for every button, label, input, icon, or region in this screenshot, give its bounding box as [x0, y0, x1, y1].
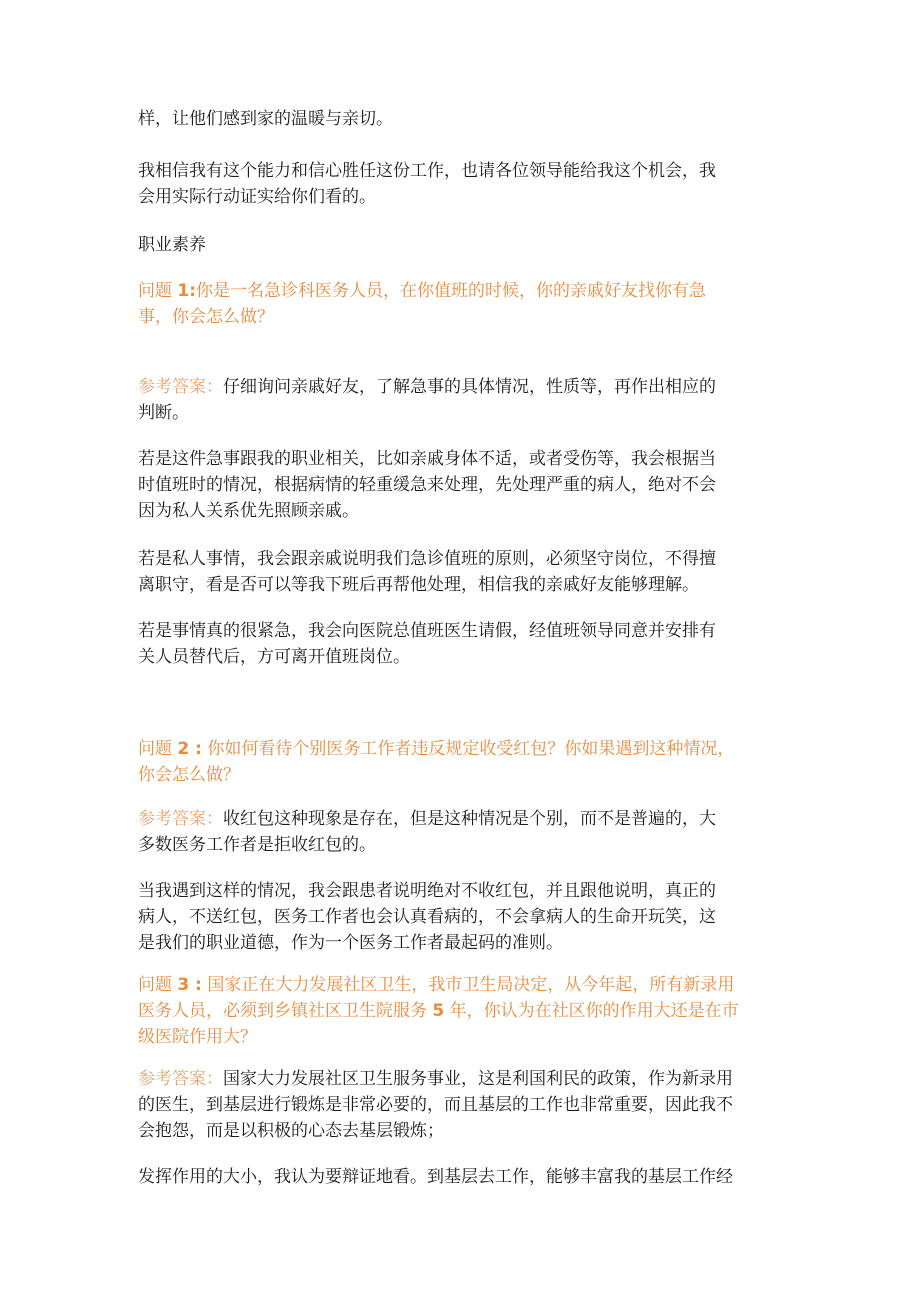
text-line: 若是私人事情，我会跟亲戚说明我们急诊值班的原则，必须坚守岗位，不得擅: [138, 549, 716, 569]
answer-1-part-2: [138, 446, 716, 524]
text-line: 时值班时的情况，根据病情的轻重缓急来处理，先处理严重的病人，绝对不会: [138, 475, 716, 495]
text-line: 离职守，看是否可以等我下班后再帮他处理，相信我的亲戚好友能够理解。: [138, 575, 699, 595]
answer-line: 的医生，到基层进行锻炼是非常必要的，而且基层的工作也非常重要，因此我不: [138, 1095, 733, 1115]
question-2: [138, 736, 734, 788]
text-line: 若是事情真的很紧急，我会向医院总值班医生请假，经值班领导同意并安排有: [138, 621, 716, 641]
question-number: 2 :: [177, 739, 202, 759]
answer-text: 收红包这种现象是存在，但是这种情况是个别，而不是普遍的，大: [223, 809, 716, 829]
text-line: 若是这件急事跟我的职业相关，比如亲戚身体不适，或者受伤等，我会根据当: [138, 449, 716, 469]
paragraph-closing-2: [138, 158, 716, 210]
question-line: 级医院作用大？: [138, 1027, 257, 1047]
question-prefix: 问题: [138, 739, 178, 759]
answer-line: 判断。: [138, 403, 189, 423]
text-line: 我相信我有这个能力和信心胜任这份工作，也请各位领导能给我这个机会，我: [138, 161, 716, 181]
paragraph-closing-1: [138, 106, 393, 132]
answer-line: 多数医务工作者是拒收红包的。: [138, 835, 376, 855]
text-line: 病人，不送红包，医务工作者也会认真看病的，不会拿病人的生命开玩笑，这: [138, 907, 716, 927]
question-number: 1:: [177, 281, 197, 301]
answer-label: 参考答案：: [138, 377, 223, 397]
text-line: 样，让他们感到家的温暖与亲切。: [138, 109, 393, 129]
question-text: 年，你认为在社区你的作用大还是在市: [444, 1001, 739, 1021]
answer-2-part-2: [138, 878, 716, 956]
question-text: 国家正在大力发展社区卫生，我市卫生局决定，从今年起，所有新录用: [201, 975, 735, 995]
question-line: [138, 736, 734, 762]
question-prefix: 问题: [138, 975, 178, 995]
question-line: 你会怎么做？: [138, 765, 240, 785]
question-text: 你如何看待个别医务工作者违反规定收受红包？你如果遇到这种情况，: [201, 739, 735, 759]
question-line: [138, 998, 739, 1024]
answer-1: [138, 374, 716, 426]
answer-line: 会抱怨，而是以积极的心态去基层锻炼；: [138, 1121, 444, 1141]
section-title: [138, 232, 206, 258]
answer-text: 国家大力发展社区卫生服务事业，这是利国利民的政策，作为新录用: [223, 1069, 733, 1089]
answer-1-part-4: [138, 618, 716, 670]
answer-label: 参考答案：: [138, 1069, 223, 1089]
text-line: 关人员替代后，方可离开值班岗位。: [138, 647, 410, 667]
text-line: 发挥作用的大小，我认为要辩证地看。到基层去工作，能够丰富我的基层工作经: [138, 1167, 733, 1187]
question-line: [138, 972, 739, 998]
text-line: 当我遇到这样的情况，我会跟患者说明绝对不收红包，并且跟他说明，真正的: [138, 881, 716, 901]
text-line: 是我们的职业道德，作为一个医务工作者最起码的准则。: [138, 933, 563, 953]
question-3: [138, 972, 739, 1050]
answer-3: [138, 1066, 733, 1144]
question-1: [138, 278, 706, 330]
text-line: 会用实际行动证实给你们看的。: [138, 187, 376, 207]
question-number: 3 :: [177, 975, 202, 995]
section-heading: 职业素养: [138, 235, 206, 255]
question-prefix: 问题: [138, 281, 178, 301]
answer-1-part-3: [138, 546, 716, 598]
question-text: 你是一名急诊科医务人员，在你值班的时候，你的亲戚好友找你有急: [196, 281, 707, 301]
question-line: [138, 278, 706, 304]
answer-2: [138, 806, 716, 858]
question-line: 事，你会怎么做？: [138, 307, 274, 327]
answer-label: 参考答案：: [138, 809, 223, 829]
question-number: 5: [432, 1001, 445, 1021]
question-text: 医务人员，必须到乡镇社区卫生院服务: [138, 1001, 433, 1021]
answer-line: [138, 806, 716, 832]
answer-text: 仔细询问亲戚好友，了解急事的具体情况，性质等，再作出相应的: [223, 377, 716, 397]
answer-line: [138, 1066, 733, 1092]
text-line: 因为私人关系优先照顾亲戚。: [138, 501, 359, 521]
answer-line: [138, 374, 716, 400]
answer-3-part-2: [138, 1164, 733, 1190]
